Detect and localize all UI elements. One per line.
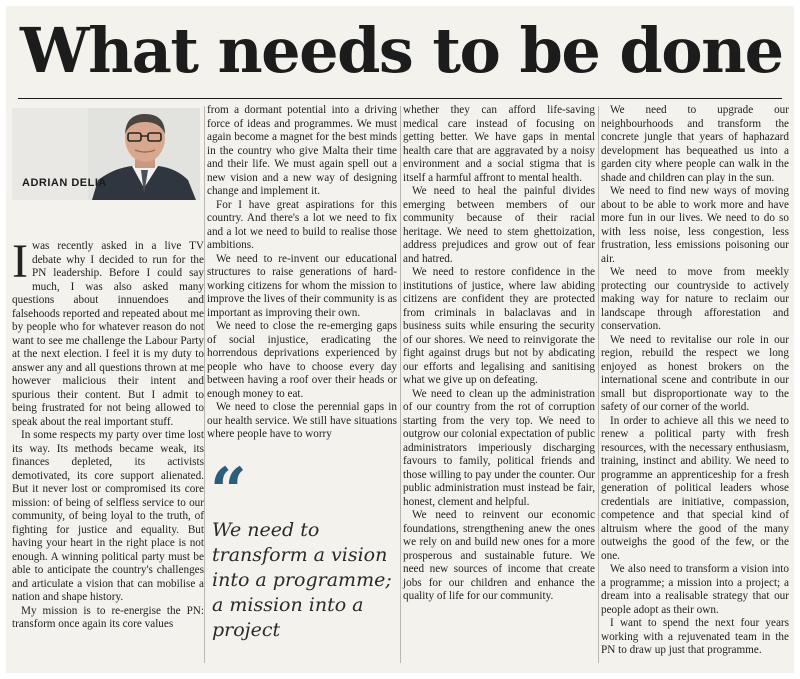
article-paragraph: I want to spend the next four years working with a rejuvenated team in the PN to draw up just that programme.	[601, 617, 789, 656]
article-paragraph: whether they can afford life-saving medical care instead of focusing on getting better. We have gaps in mental health care that are aggravated by a noisy environment and a social stigma that is itself a harmful affront to mental health.	[403, 104, 595, 184]
article-column-2	[207, 104, 397, 442]
article-paragraph-text: was recently asked in a live TV debate why I decided to run for the PN leadership. Before I could say much, I was also asked many questions about innuendoes and falsehoods reported and repeated about me by people who for whatever reason do not want to see me challenge the Labour Party at the next election. I feel it is my duty to answer any and all questions thrown at me however malicious their intent and spurious their content. But I admit to being frustrated for not being allowed to speak about the real important stuff.	[12, 240, 204, 428]
article-paragraph: We need to heal the painful divides emerging between members of our community because of their racial heritage. We need to stem ghettoization, address prejudices and grow out of fear and hatred.	[403, 185, 595, 265]
article-paragraph: We need to close the re-emerging gaps of social injustice, eradicating the horrendous deprivations experienced by people who have to choose every day between having a roof over their heads or enough money to eat.	[207, 320, 397, 400]
drop-cap: I	[12, 235, 28, 288]
author-name: ADRIAN DELIA	[22, 177, 107, 189]
article-paragraph: We need to move from meekly protecting our countryside to actively making way for nature to reclaim our landscape through afforestation and conservation.	[601, 266, 789, 332]
article-paragraph: We need to upgrade our neighbourhoods and transform the concrete jungle that years of haphazard development has bequeathed us into a garden city where people can walk in the shade and children can play in the sun.	[601, 104, 789, 184]
article-paragraph: We need to restore confidence in the institutions of justice, where law abiding citizens are confident they are protected from criminals in balaclavas and in business suits while ensuring the security of our shores. We need to reinvigorate the fight against drugs but not by abdicating our efforts and legalising and sanitising what we give up on defeating.	[403, 266, 595, 386]
article-paragraph: We need to revitalise our role in our region, rebuild the respect we long enjoyed as honest brokers on the international scene and contribute in our small but disproportionate way to the safety of our corner of the world.	[601, 333, 789, 413]
article-paragraph	[12, 235, 204, 429]
pull-quote	[208, 454, 398, 660]
byline-box	[12, 108, 200, 200]
article-column-1	[12, 235, 204, 632]
article-paragraph: For I have great aspirations for this country. And there's a lot we need to fix and a lot we need to build to realise those ambitions.	[207, 198, 397, 251]
article-paragraph: We need to re-invent our educational structures to raise generations of hard-working citizens for whom the mission to improve the lives of their community is as important as improving their own.	[207, 252, 397, 319]
article-paragraph: We need to clean up the administration of our country from the rot of corruption starting from the very top. We need to outgrow our colonial expectation of public administrators imperiously discharging favours to family, political friends and those willing to pay under the counter. Our public administration must instead be fair, honest, clement and helpful.	[403, 387, 596, 508]
headline: What needs to be done	[20, 14, 783, 87]
column-divider	[400, 106, 401, 663]
article-paragraph: We need to close the perennial gaps in our health service. We still have situations where people have to worry	[207, 401, 397, 440]
column-divider	[204, 106, 205, 663]
column-divider	[598, 106, 599, 663]
article-column-4	[601, 104, 789, 658]
pull-quote-text: We need to transform a vision into a programme; a mission into a project	[212, 519, 392, 641]
headline-rule	[18, 98, 782, 99]
article-paragraph: We need to find new ways of moving about to be able to work more and have more fun in our lives. We need to do so with less noise, less congestion, less frustration, less emissions poisoning our air.	[601, 185, 789, 265]
newspaper-page	[6, 6, 794, 673]
article-paragraph: We also need to transform a vision into a programme; a mission into a project; a dream into a realisable strategy that our people adopt as their own.	[601, 563, 789, 616]
article-paragraph: from a dormant potential into a driving force of ideas and programmes. We must again become a magnet for the best minds in the country who give Malta their time and their life. We must again spell out a new vision and a new way of designing change and implement it.	[207, 104, 397, 197]
article-paragraph: In some respects my party over time lost its way. Its methods became weak, its finances depleted, its activists demotivated, its core support alienated. But it never lost or compromised its core mission: of being of selfless service to our community, of being loyal to the truth, of fighting for justice and equality. But having your heart in the right place is not enough. A winning political party must be able to anticipate the country's challenges and articulate a vision that can mobilise a nation and shape history.	[12, 429, 204, 603]
article-paragraph: My mission is to re-energise the PN: transform once again its core values	[12, 604, 204, 630]
article-paragraph: In order to achieve all this we need to renew a political party with fresh resources, with the necessary enthusiasm, training, instinct and ability. We need to programme an apprenticeship for a fresh generation of political leaders whose credentials are initiative, compassion, competence and that special kind of altruism where the good of the many outweighs the good of the few, or the one.	[601, 414, 789, 562]
article-column-3	[403, 104, 595, 604]
article-paragraph: We need to reinvent our economic foundations, strengthening anew the ones we rely on and build new ones for a more prosperous and sustainable future. We need new sources of income that create jobs for our children and enhance the quality of life for our community.	[403, 509, 595, 602]
quote-mark-icon: “	[210, 454, 247, 529]
